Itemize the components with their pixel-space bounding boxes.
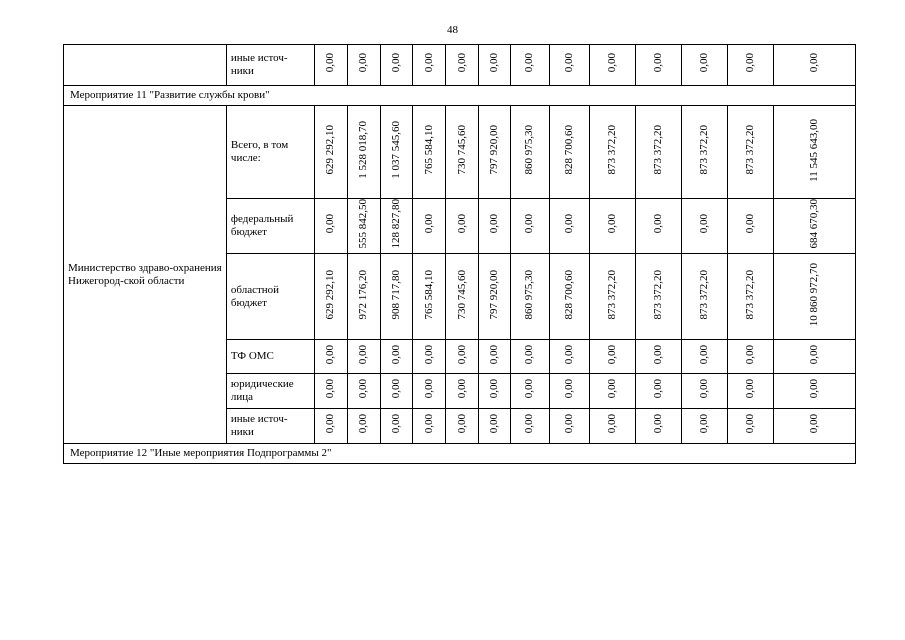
value-text: 0,00 bbox=[562, 344, 575, 365]
value-cell bbox=[681, 340, 727, 374]
value-cell bbox=[315, 374, 348, 409]
value-cell bbox=[549, 374, 589, 409]
value-text: 10 860 972,70 bbox=[807, 262, 820, 327]
source-label: юридические лица bbox=[226, 374, 314, 409]
value-text: 0,00 bbox=[605, 414, 618, 434]
value-text: 0,00 bbox=[324, 214, 337, 234]
value-cell bbox=[347, 409, 380, 444]
value-cell bbox=[347, 45, 380, 86]
value-cell bbox=[727, 374, 773, 409]
value-cell bbox=[446, 254, 479, 340]
value-cell bbox=[727, 409, 773, 444]
value-cell bbox=[446, 106, 479, 199]
value-cell bbox=[510, 199, 549, 254]
value-text: 0,00 bbox=[743, 379, 756, 399]
value-text: 873 372,20 bbox=[651, 125, 664, 175]
value-cell bbox=[635, 340, 681, 374]
value-text: 730 745,60 bbox=[455, 269, 468, 320]
value-cell bbox=[635, 106, 681, 199]
value-cell bbox=[413, 199, 446, 254]
value-cell bbox=[727, 106, 773, 199]
value-cell bbox=[773, 340, 855, 374]
value-cell bbox=[446, 45, 479, 86]
value-cell bbox=[478, 199, 510, 254]
value-cell bbox=[549, 409, 589, 444]
value-text: 0,00 bbox=[455, 344, 468, 365]
value-text: 0,00 bbox=[455, 214, 468, 234]
value-text: 797 920,00 bbox=[487, 125, 500, 175]
value-cell bbox=[589, 340, 635, 374]
value-text: 0,00 bbox=[807, 414, 820, 434]
value-text: 0,00 bbox=[357, 344, 370, 365]
value-text: 908 717,80 bbox=[389, 269, 402, 320]
value-cell bbox=[635, 45, 681, 86]
event-11-title: Мероприятие 11 "Развитие службы крови" bbox=[64, 86, 856, 106]
value-cell bbox=[413, 409, 446, 444]
value-text: 0,00 bbox=[523, 344, 536, 365]
value-text: 0,00 bbox=[743, 344, 756, 365]
value-cell bbox=[549, 340, 589, 374]
value-text: 0,00 bbox=[605, 53, 618, 73]
value-cell bbox=[347, 340, 380, 374]
value-text: 0,00 bbox=[562, 414, 575, 434]
value-text: 0,00 bbox=[389, 53, 402, 73]
value-cell bbox=[549, 45, 589, 86]
value-text: 0,00 bbox=[487, 344, 500, 365]
source-label: иные источ-ники bbox=[226, 45, 314, 86]
value-cell bbox=[727, 254, 773, 340]
source-label: федеральный бюджет bbox=[226, 199, 314, 254]
value-text: 828 700,60 bbox=[562, 269, 575, 320]
value-cell bbox=[347, 374, 380, 409]
value-cell bbox=[478, 340, 510, 374]
value-cell bbox=[446, 340, 479, 374]
value-text: 0,00 bbox=[697, 53, 710, 73]
value-text: 0,00 bbox=[697, 214, 710, 234]
value-text: 1 528 018,70 bbox=[357, 121, 370, 179]
value-text: 0,00 bbox=[422, 379, 435, 399]
value-cell bbox=[380, 45, 413, 86]
value-text: 0,00 bbox=[743, 214, 756, 234]
value-text: 0,00 bbox=[389, 379, 402, 399]
value-cell bbox=[510, 254, 549, 340]
value-cell bbox=[589, 409, 635, 444]
value-cell bbox=[773, 106, 855, 199]
value-cell bbox=[315, 45, 348, 86]
value-cell bbox=[589, 45, 635, 86]
value-cell bbox=[380, 374, 413, 409]
value-cell bbox=[478, 409, 510, 444]
value-cell bbox=[380, 199, 413, 254]
value-cell bbox=[773, 374, 855, 409]
value-text: 0,00 bbox=[743, 414, 756, 434]
funding-row bbox=[64, 106, 856, 199]
value-cell bbox=[727, 45, 773, 86]
value-text: 0,00 bbox=[487, 414, 500, 434]
value-cell bbox=[315, 409, 348, 444]
value-cell bbox=[315, 340, 348, 374]
value-text: 0,00 bbox=[487, 53, 500, 73]
value-text: 0,00 bbox=[324, 344, 337, 365]
value-text: 828 700,60 bbox=[562, 125, 575, 175]
event-12-title: Мероприятие 12 "Иные мероприятия Подпрограммы 2" bbox=[64, 444, 856, 464]
value-text: 11 545 643,00 bbox=[807, 118, 820, 182]
value-text: 730 745,60 bbox=[455, 125, 468, 175]
value-text: 0,00 bbox=[562, 53, 575, 73]
value-cell bbox=[315, 199, 348, 254]
value-cell bbox=[413, 340, 446, 374]
value-cell bbox=[635, 199, 681, 254]
value-text: 0,00 bbox=[487, 214, 500, 234]
value-cell bbox=[446, 199, 479, 254]
value-text: 0,00 bbox=[807, 344, 820, 365]
value-text: 0,00 bbox=[651, 344, 664, 365]
value-text: 873 372,20 bbox=[743, 269, 756, 320]
value-cell bbox=[589, 254, 635, 340]
value-text: 0,00 bbox=[605, 379, 618, 399]
value-cell bbox=[773, 409, 855, 444]
value-cell bbox=[510, 374, 549, 409]
value-cell bbox=[589, 374, 635, 409]
value-text: 0,00 bbox=[807, 53, 820, 73]
value-text: 0,00 bbox=[523, 214, 536, 234]
value-text: 1 037 545,60 bbox=[389, 121, 402, 179]
value-cell bbox=[681, 45, 727, 86]
value-text: 0,00 bbox=[455, 53, 468, 73]
value-text: 860 975,30 bbox=[523, 125, 536, 175]
source-label: областной бюджет bbox=[226, 254, 314, 340]
value-text: 0,00 bbox=[651, 214, 664, 234]
budget-table bbox=[63, 44, 856, 464]
value-text: 0,00 bbox=[523, 379, 536, 399]
value-cell bbox=[413, 106, 446, 199]
organization-cell: Министерство здраво-охранения Нижегород-ской области bbox=[64, 106, 227, 444]
value-cell bbox=[510, 45, 549, 86]
value-cell bbox=[446, 374, 479, 409]
value-cell bbox=[446, 409, 479, 444]
value-cell bbox=[635, 409, 681, 444]
value-text: 765 584,10 bbox=[422, 269, 435, 320]
value-cell bbox=[380, 409, 413, 444]
value-text: 0,00 bbox=[487, 379, 500, 399]
event-11-row bbox=[64, 86, 856, 106]
value-text: 684 670,30 bbox=[807, 199, 820, 249]
value-cell bbox=[681, 106, 727, 199]
value-text: 873 372,20 bbox=[651, 269, 664, 320]
value-text: 860 975,30 bbox=[523, 269, 536, 320]
event-12-row bbox=[64, 444, 856, 464]
source-label: ТФ ОМС bbox=[226, 340, 314, 374]
value-text: 629 292,10 bbox=[324, 125, 337, 175]
value-cell bbox=[773, 254, 855, 340]
source-label: Всего, в том числе: bbox=[226, 106, 314, 199]
value-text: 797 920,00 bbox=[487, 269, 500, 320]
value-cell bbox=[510, 409, 549, 444]
value-cell bbox=[413, 254, 446, 340]
value-text: 0,00 bbox=[743, 53, 756, 73]
value-cell bbox=[380, 106, 413, 199]
value-cell bbox=[347, 199, 380, 254]
value-cell bbox=[635, 374, 681, 409]
value-text: 873 372,20 bbox=[605, 269, 618, 320]
value-cell bbox=[589, 106, 635, 199]
value-text: 972 176,20 bbox=[357, 269, 370, 320]
value-text: 0,00 bbox=[422, 214, 435, 234]
value-cell bbox=[681, 254, 727, 340]
value-cell bbox=[478, 254, 510, 340]
value-text: 873 372,20 bbox=[743, 125, 756, 175]
value-cell bbox=[549, 106, 589, 199]
value-cell bbox=[478, 45, 510, 86]
value-cell bbox=[681, 409, 727, 444]
value-text: 0,00 bbox=[422, 344, 435, 365]
value-text: 629 292,10 bbox=[324, 269, 337, 320]
value-text: 0,00 bbox=[422, 53, 435, 73]
value-cell bbox=[635, 254, 681, 340]
value-text: 0,00 bbox=[324, 379, 337, 399]
value-text: 0,00 bbox=[422, 414, 435, 434]
value-text: 0,00 bbox=[324, 414, 337, 434]
value-cell bbox=[315, 106, 348, 199]
value-text: 128 827,80 bbox=[389, 199, 402, 249]
page-number: 48 bbox=[447, 24, 458, 36]
value-text: 0,00 bbox=[697, 414, 710, 434]
source-label: иные источ-ники bbox=[226, 409, 314, 444]
value-text: 0,00 bbox=[357, 414, 370, 434]
value-cell bbox=[681, 199, 727, 254]
value-text: 0,00 bbox=[523, 53, 536, 73]
value-text: 0,00 bbox=[651, 414, 664, 434]
value-text: 0,00 bbox=[562, 379, 575, 399]
value-text: 0,00 bbox=[651, 379, 664, 399]
value-text: 555 842,50 bbox=[357, 199, 370, 249]
value-cell bbox=[549, 199, 589, 254]
value-text: 0,00 bbox=[697, 344, 710, 365]
value-text: 0,00 bbox=[455, 379, 468, 399]
value-text: 0,00 bbox=[523, 414, 536, 434]
value-cell bbox=[380, 340, 413, 374]
empty-org-cell bbox=[64, 45, 227, 86]
value-cell bbox=[478, 106, 510, 199]
value-cell bbox=[510, 106, 549, 199]
value-text: 0,00 bbox=[697, 379, 710, 399]
value-text: 0,00 bbox=[807, 379, 820, 399]
value-cell bbox=[510, 340, 549, 374]
value-cell bbox=[727, 199, 773, 254]
value-text: 873 372,20 bbox=[605, 125, 618, 175]
value-text: 0,00 bbox=[324, 53, 337, 73]
value-text: 0,00 bbox=[605, 214, 618, 234]
value-text: 0,00 bbox=[605, 344, 618, 365]
value-cell bbox=[549, 254, 589, 340]
value-cell bbox=[347, 254, 380, 340]
value-cell bbox=[773, 199, 855, 254]
value-cell bbox=[413, 374, 446, 409]
value-text: 873 372,20 bbox=[697, 125, 710, 175]
value-cell bbox=[413, 45, 446, 86]
value-cell bbox=[315, 254, 348, 340]
value-text: 0,00 bbox=[357, 53, 370, 73]
value-cell bbox=[380, 254, 413, 340]
value-text: 0,00 bbox=[455, 414, 468, 434]
value-text: 0,00 bbox=[562, 214, 575, 234]
value-cell bbox=[478, 374, 510, 409]
value-cell bbox=[681, 374, 727, 409]
value-cell bbox=[727, 340, 773, 374]
value-text: 0,00 bbox=[389, 414, 402, 434]
value-text: 0,00 bbox=[357, 379, 370, 399]
value-cell bbox=[347, 106, 380, 199]
top-row-other-sources bbox=[64, 45, 856, 86]
value-text: 0,00 bbox=[651, 53, 664, 73]
value-text: 873 372,20 bbox=[697, 269, 710, 320]
value-cell bbox=[773, 45, 855, 86]
value-text: 765 584,10 bbox=[422, 125, 435, 175]
value-text: 0,00 bbox=[389, 344, 402, 365]
value-cell bbox=[589, 199, 635, 254]
